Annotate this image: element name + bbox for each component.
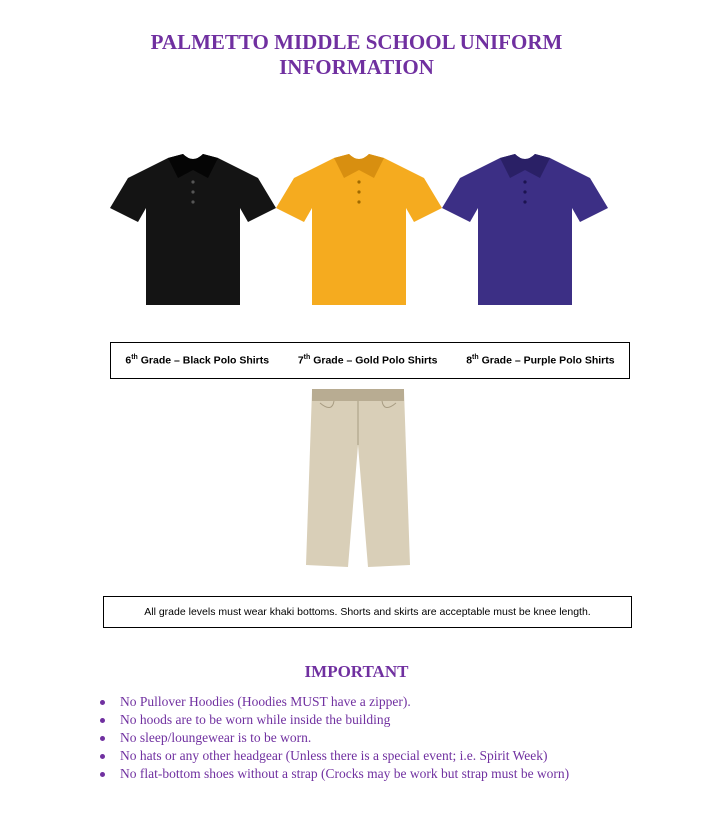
rules-list	[100, 693, 569, 783]
title-line-1: PALMETTO MIDDLE SCHOOL UNIFORM	[150, 30, 563, 54]
khaki-note-text: All grade levels must wear khaki bottoms. Shorts and skirts are acceptable must be knee length.	[144, 606, 591, 618]
grade-7-label: 7th Grade – Gold Polo Shirts	[297, 354, 438, 367]
black-polo-shirt-image	[108, 150, 278, 310]
gold-polo-shirt-image	[274, 150, 444, 310]
khaki-note-box	[103, 596, 632, 628]
list-item: No Pullover Hoodies (Hoodies MUST have a zipper).	[100, 693, 569, 711]
grade-colors-box	[110, 342, 630, 379]
bullet-icon	[100, 700, 105, 705]
purple-polo-shirt-image	[440, 150, 610, 310]
title-line-2: INFORMATION	[279, 55, 434, 79]
list-item: No hoods are to be worn while inside the building	[100, 711, 569, 729]
grade-6-label: 6th Grade – Black Polo Shirts	[125, 354, 270, 367]
grade-8-label: 8th Grade – Purple Polo Shirts	[466, 354, 615, 367]
document-title	[0, 30, 713, 80]
bullet-icon	[100, 736, 105, 741]
list-item: No sleep/loungewear is to be worn.	[100, 729, 569, 747]
list-item: No flat-bottom shoes without a strap (Crocks may be work but strap must be worn)	[100, 765, 569, 783]
bullet-icon	[100, 772, 105, 777]
khaki-pants-image	[298, 385, 418, 570]
bullet-icon	[100, 754, 105, 759]
polo-shirt-icon	[440, 150, 610, 310]
pants-icon	[298, 385, 418, 570]
important-heading: IMPORTANT	[304, 662, 409, 681]
polo-shirt-icon	[108, 150, 278, 310]
list-item: No hats or any other headgear (Unless there is a special event; i.e. Spirit Week)	[100, 747, 569, 765]
bullet-icon	[100, 718, 105, 723]
polo-shirt-icon	[274, 150, 444, 310]
